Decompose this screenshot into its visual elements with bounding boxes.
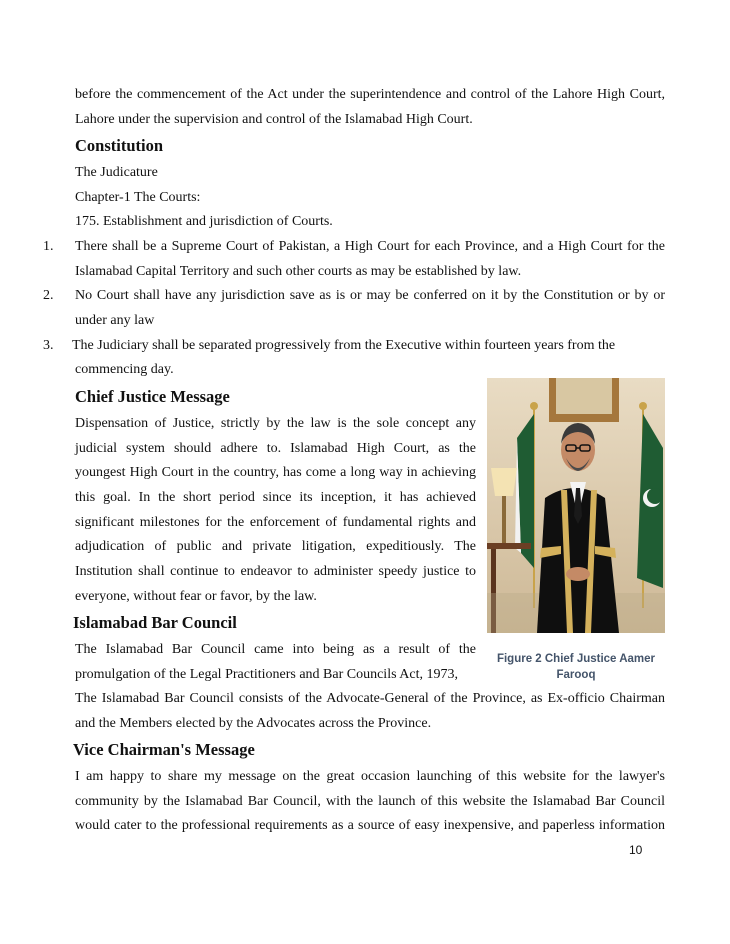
constitution-heading: Constitution [75, 136, 164, 155]
intro-line-2: Lahore under the supervision and control of the Islamabad High Court. [75, 112, 473, 127]
bar-council-heading: Islamabad Bar Council [73, 613, 237, 632]
cj-message-line: Institution shall continue to endeavor to administer speedy justice to [75, 564, 476, 579]
list-item-text: under any law [75, 313, 155, 328]
cj-message-line: Dispensation of Justice, strictly by the law is the sole concept any [75, 416, 476, 431]
bar-council-line: The Islamabad Bar Council came into being as a result of the [75, 642, 476, 657]
bar-council-line: promulgation of the Legal Practitioners and Bar Councils Act, 1973, [75, 667, 458, 682]
cj-message-line: youngest High Court in the country, has come a long way in achieving [75, 465, 476, 480]
chapter-label: Chapter-1 The Courts: [75, 190, 201, 205]
intro-line-1: before the commencement of the Act under the superintendence and control of the Lahore High Court, [75, 87, 665, 102]
page-number: 10 [629, 843, 643, 857]
list-item-number: 3. [43, 338, 54, 353]
chief-justice-heading: Chief Justice Message [75, 387, 230, 406]
bar-council-line: The Islamabad Bar Council consists of the Advocate-General of the Province, as Ex-officio Chairman [75, 691, 665, 706]
cj-message-line: this goal. In the short period since its inception, it has achieved [75, 490, 476, 505]
figure-caption-line-2: Farooq [556, 669, 596, 681]
vice-chairman-line: would cater to the professional requirements as a source of easy inexpensive, and paperless information [75, 818, 665, 833]
vice-chairman-line: community by the Islamabad Bar Council, with the launch of this website the Islamabad Bar Council [75, 794, 665, 809]
cj-message-line: judicial system should adhere to. Islamabad High Court, as the [75, 441, 476, 456]
cj-message-line: adjudication of public and private litigation, expeditiously. The [75, 539, 476, 554]
chief-justice-photo [487, 378, 665, 633]
list-item-number: 2. [43, 288, 54, 303]
judicature-label: The Judicature [75, 165, 158, 180]
figure-caption-line-1: Figure 2 Chief Justice Aamer [496, 653, 656, 665]
vice-chairman-heading: Vice Chairman's Message [73, 740, 255, 759]
list-item-text: The Judiciary shall be separated progressively from the Executive within fourteen years from the [72, 338, 616, 353]
bar-council-line: and the Members elected by the Advocates across the Province. [75, 716, 432, 731]
cj-message-line: significant milestones for the enforcement of fundamental rights and [75, 515, 476, 530]
cj-message-line: everyone, without fear or favor, by the law. [75, 589, 317, 604]
list-item-text: commencing day. [75, 362, 174, 377]
list-item-number: 1. [43, 239, 54, 254]
list-item-text: Islamabad Capital Territory and such other courts as may be established by law. [75, 264, 522, 279]
vice-chairman-line: I am happy to share my message on the great occasion launching of this website for the lawyer's [75, 769, 665, 784]
list-item-text: There shall be a Supreme Court of Pakistan, a High Court for each Province, and a High Court for the [75, 239, 665, 254]
list-item-text: No Court shall have any jurisdiction save as is or may be conferred on it by the Constitution or by or [75, 288, 665, 303]
article-label: 175. Establishment and jurisdiction of Courts. [75, 214, 333, 229]
